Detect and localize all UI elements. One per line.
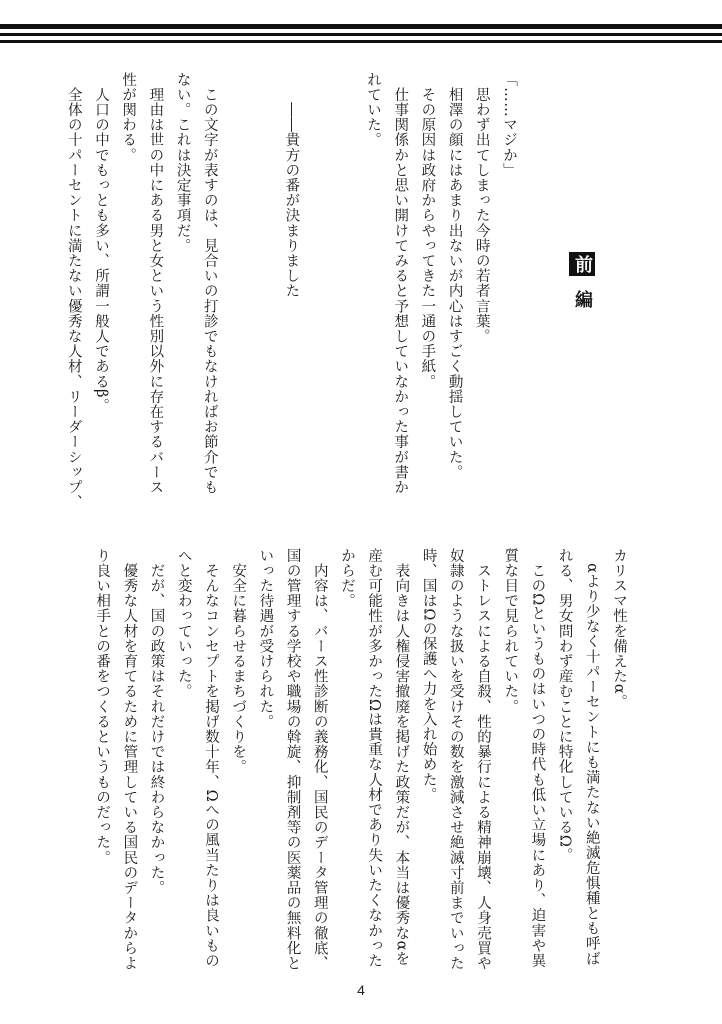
text-line: 人口の中でもっとも多い、所謂一般人であるβ。: [92, 72, 109, 414]
text-line: ない。これは決定事項だ。: [174, 72, 191, 254]
text-line: [332, 72, 359, 512]
text-line: [223, 72, 250, 512]
text-line: 安全に暮らせるまちづくりを。: [230, 548, 247, 775]
text-line: そんなコンセプトを掲げ数十年、Ωへの風当たりは良いもの: [202, 548, 219, 969]
text-line: [250, 72, 277, 512]
text-line: れていた。: [364, 72, 381, 148]
text-line: αより少なく十パーセントにも満たない絶滅危惧種とも呼ば: [583, 548, 600, 967]
text-line: ――貴方の番が決まりました: [283, 72, 300, 299]
text-line: いった待遇が受けられた。: [257, 548, 274, 730]
header-rule-thick: [0, 24, 722, 29]
header-rule-thin: [0, 40, 722, 43]
upper-text-block: [65, 72, 522, 512]
text-line: 思わず出てしまった今時の若者言葉。: [473, 72, 490, 344]
text-line: 仕事関係かと思い開けてみると予想していなかった事が書か: [392, 72, 409, 495]
chapter-title: [567, 252, 595, 316]
text-line: 全体の十パーセントに満たない優秀な人材、リーダーシップ、: [65, 72, 82, 510]
text-line: カリスマ性を備えたα。: [611, 548, 627, 710]
chapter-title-second: 編: [572, 290, 593, 309]
text-line: へと変わっていった。: [175, 548, 192, 699]
text-line: り良い相手との番をつくるというものだった。: [94, 548, 111, 866]
page-number: 4: [357, 982, 365, 998]
text-line: 時、国はΩの保護へ力を入れ始めた。: [420, 548, 437, 803]
text-line: 奴隷のような扱いを受けその数を激減させ絶滅寸前までいった: [447, 548, 464, 971]
text-line: 性が関わる。: [120, 72, 137, 163]
text-line: 産む可能性が多かったΩは貴重な人材であり失いたくなかった: [366, 548, 383, 969]
text-line: 内容は、バース性診断の義務化、国民のデータ管理の徹底、: [311, 548, 328, 971]
text-line: 理由は世の中にある男と女という性別以外に存在するバース: [147, 72, 164, 495]
text-line: 相澤の顔にはあまり出ないが内心はすごく動揺していた。: [446, 72, 463, 480]
text-line: れる、男女問わず産むことに特化しているΩ。: [556, 548, 573, 863]
text-line: その原因は政府からやってきた一通の手紙。: [419, 72, 436, 390]
text-line: 「……マジか」: [501, 72, 517, 178]
header-rule-middle: [0, 33, 722, 36]
text-line: 質な目で見られていた。: [502, 548, 519, 715]
text-line: 国の管理する学校や職場の斡旋、抑制剤等の医薬品の無料化と: [284, 548, 301, 971]
lower-text-block: [72, 548, 632, 980]
text-line: [304, 72, 331, 512]
text-line: 表向きは人権侵害撤廃を掲げた政策だが、本当は優秀なαを: [393, 548, 410, 967]
chapter-title-first: 前: [569, 252, 595, 276]
text-line: このΩというものはいつの時代も低い立場にあり、迫害や異: [529, 548, 546, 969]
text-line: ストレスによる自殺、性的暴行による精神崩壊、人身売買や: [474, 548, 491, 971]
text-line: 優秀な人材を育てるために管理している国民のデータからよ: [121, 548, 138, 971]
text-line: この文字が表すのは、見合いの打診でもなければお節介でも: [201, 72, 218, 495]
text-line: からだ。: [338, 548, 355, 609]
text-line: だが、国の政策はそれだけでは終わらなかった。: [148, 548, 165, 896]
